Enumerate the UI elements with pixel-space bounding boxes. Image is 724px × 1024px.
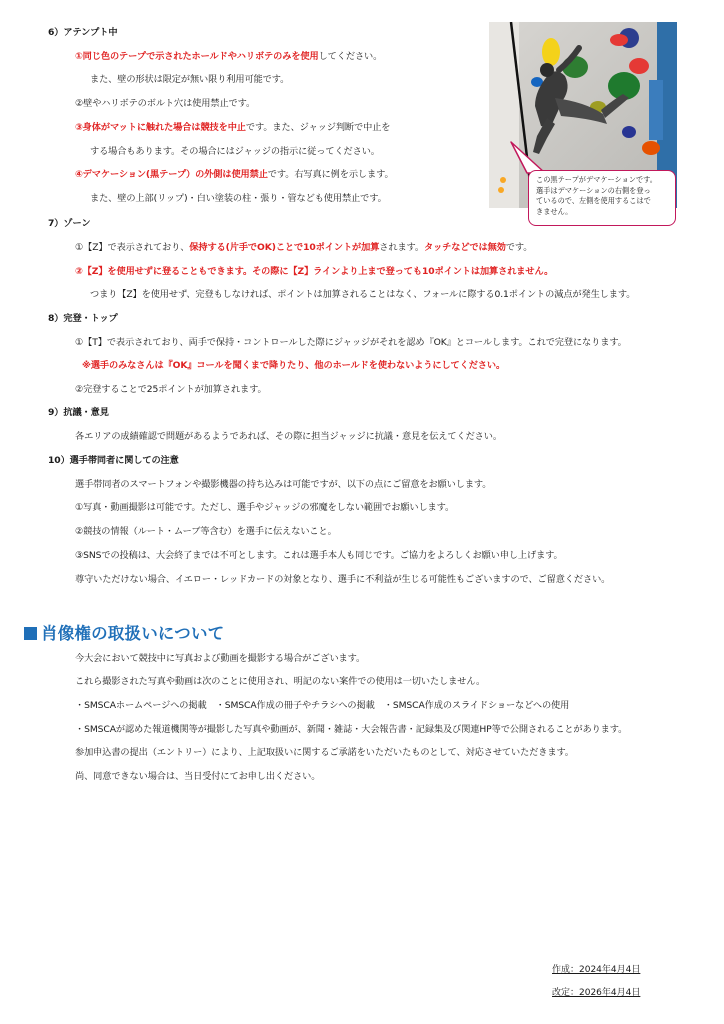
callout-line-4: きません。 — [536, 206, 573, 216]
attempt-rule-4-tail: です。右写真に例を示します。 — [267, 169, 394, 180]
zone-line-1-d: タッチなどでは無効 — [424, 242, 506, 253]
portrait-line-6: 尚、同意できない場合は、当日受付にてお申し出ください。 — [75, 771, 321, 782]
protest-line-1: 各エリアの成績確認で問題があるようであれば、その際に担当ジャッジに抗議・意見を伝えてください。 — [75, 431, 502, 442]
companion-line-1: 選手帯同者のスマートフォンや撮影機器の持ち込みは可能ですが、以下の点にご留意をお願いします。 — [75, 479, 492, 490]
attempt-line-3: ②壁やハリボテのボルト穴は使用禁止です。 — [75, 98, 256, 109]
companion-line-2: ①写真・動画撮影は可能です。ただし、選手やジャッジの邪魔をしない範囲でお願いします。 — [75, 502, 455, 513]
heading-top: 8）完登・トップ — [48, 313, 118, 324]
footer-created-date: 作成：2024年4月4日 — [552, 965, 641, 975]
callout-line-2: 選手はデマケーションの右側を登っ — [536, 185, 651, 195]
section-square-icon — [24, 627, 37, 640]
companion-line-3: ②競技の情報（ルート・ムーブ等含む）を選手に伝えないこと。 — [75, 526, 337, 537]
portrait-line-1: 今大会において競技中に写真および動画を撮影する場合がございます。 — [75, 653, 366, 664]
top-line-2: ※選手のみなさんは『OK』コールを聞くまで降りたり、他のホールドを使わないようにしてください。 — [82, 360, 506, 371]
zone-line-2: ②【Z】を使用せずに登ることもできます。その際に【Z】ラインより上まで登っても10ポイントは加算されません。 — [75, 266, 554, 277]
heading-companion: 10）選手帯同者に関しての注意 — [48, 455, 179, 466]
heading-zone: 7）ゾーン — [48, 218, 91, 229]
attempt-line-6 — [75, 168, 394, 181]
zone-line-1-a: ①【Z】で表示されており、 — [75, 242, 190, 253]
attempt-line-1 — [75, 50, 382, 63]
attempt-line-4 — [75, 121, 390, 134]
zone-line-1-e: です。 — [505, 242, 533, 253]
companion-line-4: ③SNSでの投稿は、大会終了までは不可とします。これは選手本人も同じです。ご協力をよろしくお願い申し上げます。 — [75, 550, 563, 561]
section-title-text: 肖像権の取扱いについて — [41, 624, 225, 643]
footer-revised-date: 改定：2026年4月4日 — [552, 988, 641, 998]
zone-line-1 — [75, 241, 532, 254]
attempt-line-7: また、壁の上部(リップ)・白い塗装の柱・張り・管なども使用禁止です。 — [90, 193, 387, 204]
companion-line-5: 尊守いただけない場合、イエロー・レッドカードの対象となり、選手に不利益が生じる可能性もございますので、ご留意ください。 — [75, 574, 611, 585]
top-line-3: ②完登することで25ポイントが加算されます。 — [75, 384, 267, 395]
heading-attempt: 6）アテンプト中 — [48, 27, 118, 38]
attempt-line-2: また、壁の形状は限定が無い限り利用可能です。 — [90, 74, 290, 85]
attempt-rule-4-emphasis: ④デマケーション(黒テープ）の外側は使用禁止 — [75, 169, 268, 180]
callout-line-1: この黒テープがデマケーションです。 — [536, 175, 657, 184]
attempt-line-5: する場合もあります。その場合にはジャッジの指示に従ってください。 — [90, 146, 380, 157]
attempt-rule-3-tail: です。また、ジャッジ判断で中止を — [245, 122, 391, 133]
attempt-rule-1-tail: してください。 — [318, 51, 383, 62]
attempt-rule-3-emphasis: ③身体がマットに触れた場合は競技を中止 — [75, 122, 246, 133]
portrait-line-3: ・SMSCAホームページへの掲載 ・SMSCA作成の冊子やチラシへの掲載 ・SMSCA作成のスライドショーなどへの使用 — [75, 700, 570, 711]
portrait-line-4: ・SMSCAが認めた報道機関等が撮影した写真や動画が、新聞・雑誌・大会報告書・記録集及び関連HP等で公開されることがあります。 — [75, 724, 628, 735]
heading-protest: 9）抗議・意見 — [48, 407, 109, 418]
attempt-rule-1-emphasis: ①同じ色のテープで示されたホールドやハリボテのみを使用 — [75, 51, 319, 62]
zone-line-1-b: 保持する(片手でOK)ことで10ポイントが加算 — [189, 242, 380, 253]
portrait-line-2: これら撮影された写真や動画は次のことに使用され、明記のない案件での使用は一切いたしません。 — [75, 676, 486, 687]
callout-line-3: ているので、左側を使用するこはで — [536, 196, 651, 205]
portrait-line-5: 参加申込書の提出（エントリー）により、上記取扱いに関するご承諾をいただいたものとして、対応させていただきます。 — [75, 747, 574, 758]
photo-callout — [528, 170, 676, 226]
top-line-1: ①【T】で表示されており、両手で保持・コントロールした際にジャッジがそれを認め『OK』とコールします。これで完登になります。 — [75, 337, 627, 348]
zone-line-1-c: されます。 — [379, 242, 424, 253]
zone-line-3: つまり【Z】を使用せず、完登もしなければ、ポイントは加算されることはなく、フォールに際する0.1ポイントの減点が発生します。 — [90, 289, 636, 300]
section-title-portrait — [24, 620, 224, 644]
